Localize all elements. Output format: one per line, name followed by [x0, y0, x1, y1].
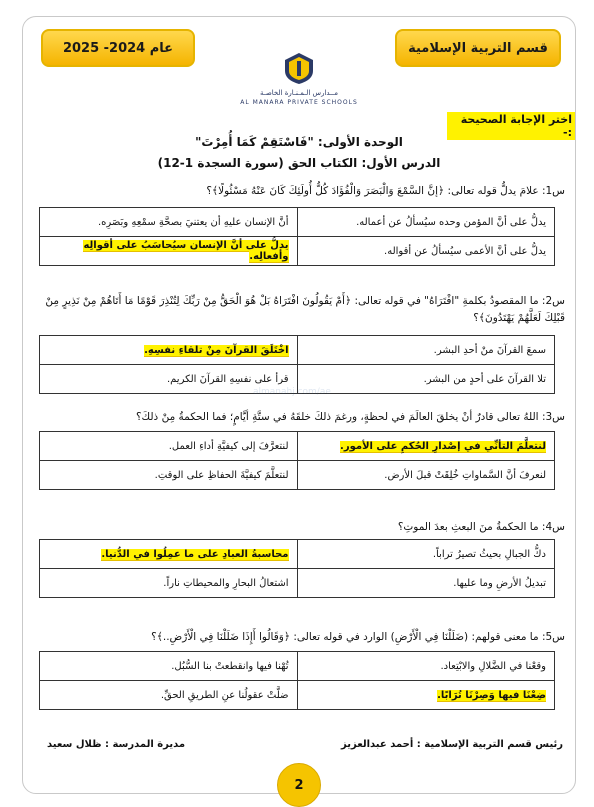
options-table-5: [39, 651, 555, 710]
option-5a[interactable]: وقعْنا في الضَّلالِ والابْتِعاد.: [297, 652, 555, 681]
option-2b-correct: اخْتَلَقَ القرآنَ مِنْ تلقاءِ نفسِهِ.: [144, 344, 289, 356]
option-3c[interactable]: لنعرفَ أنَّ السَّماواتِ خُلِقَتْ قبلَ الأرض.: [297, 461, 555, 490]
unit-title: الوحدة الأولى: "فَاسْتَقِمْ كَمَا أُمِرْتَ": [195, 135, 403, 149]
department-text: قسم التربية الإسلامية: [408, 40, 548, 56]
question-3: س3: اللهُ تعالى قادرٌ أنْ يخلقَ العالَمَ في لحظةٍ، ورغمَ ذلكَ خلقَهُ في ستَّةِ أيَّامٍ؛ فما الحكمةُ مِنْ ذلكَ؟: [135, 411, 565, 423]
option-2c[interactable]: تلا القرآنَ على أحدٍ من البشر.: [297, 365, 555, 394]
option-1c[interactable]: يدلُّ على أنَّ الأعمى سيُسألُ عن أقواله.: [297, 237, 555, 266]
head-of-department: رئيس قسم التربية الإسلامية : أحمد عبدالعزيز: [341, 739, 564, 750]
option-5d[interactable]: ضلَّتْ عقولُنا عنِ الطريقِ الحقِّ.: [40, 681, 298, 710]
department-badge: [395, 29, 561, 67]
option-4b-correct: محاسبةُ العبادِ على ما عمِلُوا في الدُّنيا.: [101, 548, 289, 560]
option-3a-correct: لنتعلَّمَ التأنِّي في إصْدارِ الحُكمِ على الأمور.: [340, 440, 546, 452]
school-principal: مديرة المدرسة : ظلال سعيد: [47, 739, 186, 750]
instruction-heading: اختر الإجابة الصحيحة :-: [447, 112, 575, 140]
question-5: س5: ما معنى قولهم: (ضَلَلْنَا فِي الْأَرْضِ) الوارد في قوله تعالى: ﴿وَقَالُوا أَإِذَا ضَلَلْنَا فِي الْأَرْضِ..﴾؟: [151, 631, 565, 643]
option-1d-correct: يدلُّ على أنَّ الإنسان سيُحاسَبُ على أقوالِه وأفعالِه.: [83, 240, 289, 262]
year-text: عام 2024- 2025: [62, 40, 174, 56]
options-table-2: [39, 335, 555, 394]
option-3b[interactable]: لنتعرَّفَ إلى كيفيَّةِ أداءِ العمل.: [40, 432, 298, 461]
school-emblem-icon: [282, 51, 316, 85]
worksheet-page: [22, 16, 576, 794]
option-2a[interactable]: سمعَ القرآنَ منْ أحدِ البشر.: [297, 336, 555, 365]
option-1b[interactable]: أنَّ الإنسان عليهِ أن يعتنيَ بصحَّةِ سمْعِهِ وبَصَرِه.: [40, 208, 298, 237]
options-table-3: [39, 431, 555, 490]
option-4a[interactable]: دكُّ الجبالِ بحيثُ تصيرُ تراباً.: [297, 540, 555, 569]
option-5b[interactable]: تُهْنا فيها وانقطعتْ بنا السُّبُل.: [40, 652, 298, 681]
option-5c-correct: ضِعْنَا فيها وَصِرْنَا تُرَابًا.: [437, 689, 546, 701]
lesson-title: الدرس الأول: الكتاب الحق (سورة السجدة 1-12): [157, 156, 441, 170]
page-number-badge: [277, 763, 321, 807]
page-number: 2: [294, 777, 304, 793]
option-3d[interactable]: لنتعلَّمَ كيفيَّةَ الحفاظِ على الوقتِ.: [40, 461, 298, 490]
options-table-4: [39, 539, 555, 598]
option-1a[interactable]: يدلُّ على أنَّ المؤمن وحده سيُسألُ عن أعماله.: [297, 208, 555, 237]
question-2: س2: ما المقصودُ بكلمةِ "افْتَرَاهُ" في قوله تعالى: ﴿أَمْ يَقُولُونَ افْتَرَاهُ بَلْ هُوَ الْحَقُّ مِنْ رَبِّكَ لِتُنْذِرَ قَوْمًا مَا أَتَاهُمْ مِنْ نَذِيرٍ مِنْ قَبْلِكَ لَعَلَّهُمْ يَهْتَدُونَ﴾؟: [45, 295, 565, 324]
school-logo: [219, 51, 379, 111]
school-name-en: AL MANARA PRIVATE SCHOOLS: [240, 99, 358, 106]
year-badge: [41, 29, 195, 67]
option-4d[interactable]: اشتعالُ البحارِ والمحيطاتِ ناراً.: [40, 569, 298, 598]
school-name-ar: مــدارس الـمـنـارة الخاصـة: [260, 89, 338, 97]
option-2d[interactable]: قرأ على نفسِهِ القرآنَ الكريم.: [40, 365, 298, 394]
option-4c[interactable]: تبديلُ الأرضِ وما عليها.: [297, 569, 555, 598]
question-1: س1: علامَ يدلُّ قوله تعالى: ﴿إنَّ السَّمْعَ وَالْبَصَرَ وَالْفُؤَادَ كُلُّ أُولَئِكَ كَانَ عَنْهُ مَسْئُولًا﴾؟: [206, 185, 565, 197]
watermark: almanahj.com/ae: [253, 387, 331, 397]
question-4: س4: ما الحكمةُ منَ البعثِ بعدَ الموتِ؟: [397, 521, 565, 533]
options-table-1: [39, 207, 555, 266]
